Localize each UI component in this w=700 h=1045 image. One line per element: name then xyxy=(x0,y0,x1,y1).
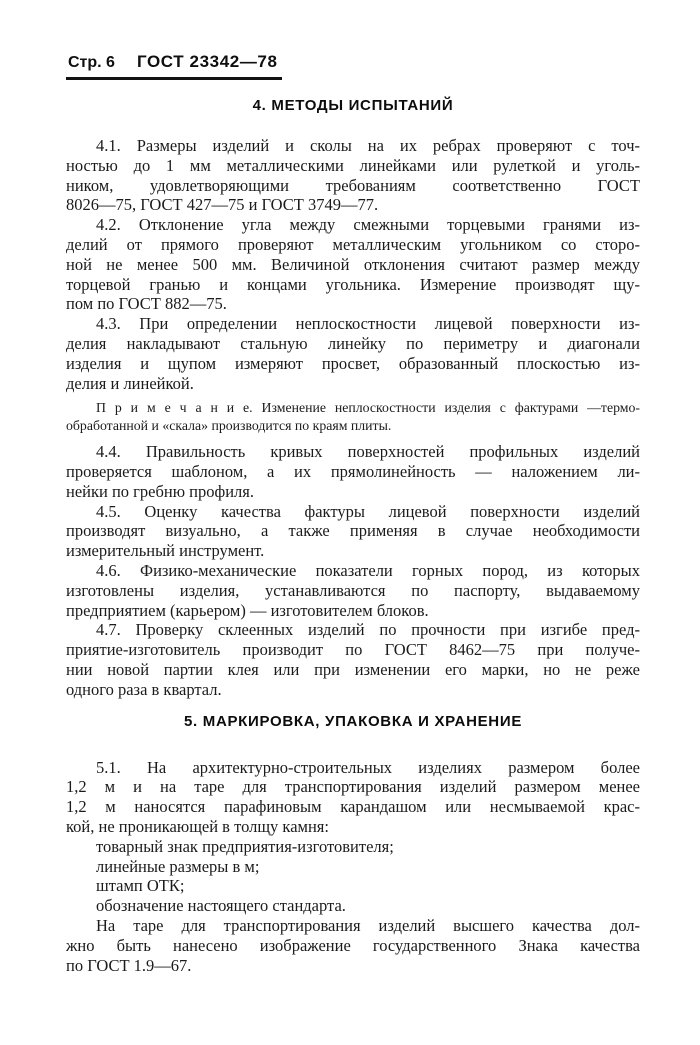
text-line: 5.1. На архитектурно-строительных изделиях размером более xyxy=(96,757,640,777)
text-line: На таре для транспортирования изделий высшего качества дол- xyxy=(96,915,640,935)
note-paragraph xyxy=(66,399,640,434)
text-line: ной не менее 500 мм. Величиной отклонения считают размер между xyxy=(66,254,640,274)
paragraph-4-1 xyxy=(66,136,640,215)
standard-number: ГОСТ 23342—78 xyxy=(136,52,278,71)
text-line: нии новой партии клея или при изменении его марки, но не реже xyxy=(66,659,640,679)
text-line: нейки по гребню профиля. xyxy=(66,481,254,501)
text-line: изготовлены изделия, устанавливаются по паспорту, выдаваемому xyxy=(66,580,640,600)
paragraph-4-6 xyxy=(66,561,640,620)
text-line: измерительный инструмент. xyxy=(66,541,265,561)
paragraph-5-1 xyxy=(66,758,640,837)
text-line: 4.5. Оценку качества фактуры лицевой поверхности изделий xyxy=(96,501,640,521)
paragraph-4-7 xyxy=(66,620,640,699)
text-line: проверяется шаблоном, а их прямолинейность — наложением ли- xyxy=(66,461,640,481)
text-line: 4.1. Размеры изделий и сколы на их ребрах проверяют с точ- xyxy=(96,136,640,155)
text-line: 4.2. Отклонение угла между смежными торцевыми гранями из- xyxy=(96,215,640,235)
section-4-heading: 4. МЕТОДЫ ИСПЫТАНИЙ xyxy=(252,97,454,114)
text-line: линейные размеры в м; xyxy=(96,856,260,876)
text-line: приятие-изготовитель производит по ГОСТ 8462—75 при получе- xyxy=(66,640,640,660)
text-line: делия накладывают стальную линейку по периметру и диагонали xyxy=(66,333,640,353)
text-line: одного раза в квартал. xyxy=(66,679,222,699)
text-line: товарный знак предприятия-изготовителя; xyxy=(96,836,394,856)
paragraph-4-3 xyxy=(66,314,640,393)
text-line: пом по ГОСТ 882—75. xyxy=(66,294,227,314)
text-line: жно быть нанесено изображение государственного Знака качества xyxy=(66,935,640,955)
text-line: ностью до 1 мм металлическими линейками или рулеткой и уголь- xyxy=(66,155,640,175)
text-line: 1,2 м и на таре для транспортирования изделий размером менее xyxy=(66,777,640,797)
text-line: 4.7. Проверку склеенных изделий по прочности при изгибе пред- xyxy=(96,620,640,640)
page-header xyxy=(66,52,282,80)
paragraph-4-4 xyxy=(66,442,640,501)
text-line: кой, не проникающей в толщу камня: xyxy=(66,816,329,836)
text-line: изделия и щупом измеряют просвет, образованный плоскостью из- xyxy=(66,353,640,373)
text-line: 1,2 м наносятся парафиновым карандашом или несмываемой крас- xyxy=(66,797,640,817)
text-line: делий от прямого проверяют металлическим угольником со сторо- xyxy=(66,234,640,254)
paragraph-5-1-tail xyxy=(66,916,640,975)
paragraph-4-2 xyxy=(66,215,640,314)
text-line: обработанной и «скала» производится по краям плиты. xyxy=(66,417,392,433)
text-line: обозначение настоящего стандарта. xyxy=(96,896,346,916)
text-line: 4.4. Правильность кривых поверхностей профильных изделий xyxy=(96,442,640,462)
text-line: 4.3. При определении неплоскостности лицевой поверхности из- xyxy=(96,314,640,334)
text-line: делия и линейкой. xyxy=(66,373,194,393)
text-line: ником, удовлетворяющими требованиям соответственно ГОСТ xyxy=(66,175,640,195)
text-line: предприятием (карьером) — изготовителем блоков. xyxy=(66,600,429,620)
paragraph-5-1-list xyxy=(66,837,640,916)
page-number-label: Стр. 6 xyxy=(68,54,115,71)
paragraph-4-5 xyxy=(66,502,640,561)
text-line: торцевой гранью и концами угольника. Измерение производят щу- xyxy=(66,274,640,294)
text-line: 8026—75, ГОСТ 427—75 и ГОСТ 3749—77. xyxy=(66,195,379,215)
text-line: производят визуально, а также применяя в случае необходимости xyxy=(66,521,640,541)
text-line: П р и м е ч а н и е. Изменение неплоскостности изделия с фактурами —термо- xyxy=(96,400,640,416)
text-line: по ГОСТ 1.9—67. xyxy=(66,955,192,975)
text-line: штамп ОТК; xyxy=(96,876,185,896)
section-5-heading: 5. МАРКИРОВКА, УПАКОВКА И ХРАНЕНИЕ xyxy=(183,712,523,730)
text-line: 4.6. Физико-механические показатели горных пород, из которых xyxy=(96,560,640,580)
